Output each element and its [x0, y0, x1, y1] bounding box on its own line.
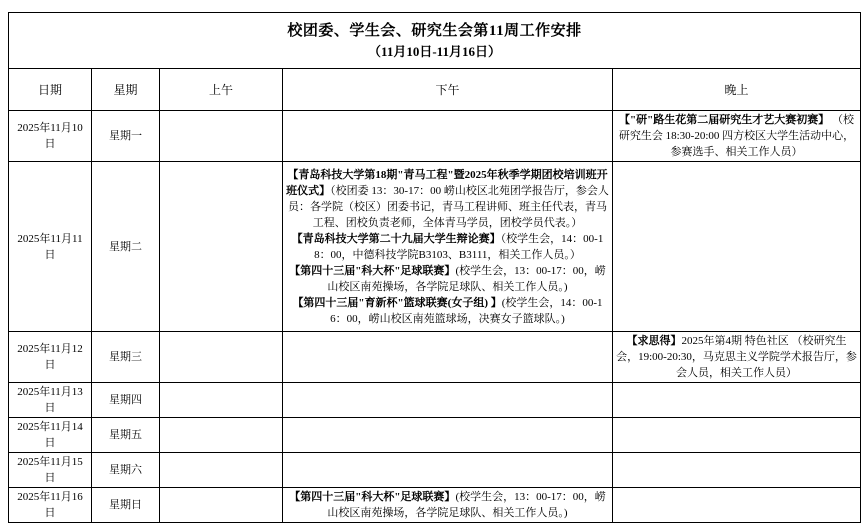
- event-detail: （校学生会，14：00-18：00，中德科技学院B3103、B3111，相关工作人员。）: [314, 232, 604, 261]
- weekday-cell: 星期四: [92, 383, 160, 418]
- morning-cell: [160, 111, 283, 162]
- event-item: [286, 295, 609, 327]
- table-row: [9, 162, 861, 332]
- event-detail: （校研究生会 18:30-20:00 四方校区大学生活动中心，参赛选手、相关工作人员）: [618, 114, 855, 158]
- event-item: [286, 231, 609, 263]
- date-cell: 2025年11月16日: [9, 488, 92, 523]
- date-cell: 2025年11月15日: [9, 453, 92, 488]
- title-cell: [9, 13, 861, 69]
- morning-cell: [160, 162, 283, 332]
- event-detail: (校学生会，13：00-17：00，崂山校区南苑操场，各学院足球队、相关工作人员。): [327, 264, 606, 293]
- table-row: [9, 111, 861, 162]
- event-item: [616, 112, 857, 160]
- event-item: [286, 167, 609, 231]
- weekday-cell: 星期日: [92, 488, 160, 523]
- evening-cell: [613, 383, 861, 418]
- afternoon-cell: [283, 453, 613, 488]
- date-cell: 2025年11月12日: [9, 332, 92, 383]
- event-detail: (校学生会，14：00-16：00，崂山校区南苑篮球场，决赛女子篮球队。): [330, 296, 603, 325]
- column-header-morning: 上午: [160, 69, 283, 111]
- evening-cell: [613, 332, 861, 383]
- weekday-cell: 星期六: [92, 453, 160, 488]
- evening-cell: [613, 162, 861, 332]
- date-cell: 2025年11月10日: [9, 111, 92, 162]
- evening-cell: [613, 453, 861, 488]
- event-detail: (校学生会，13：00-17：00，崂山校区南苑操场，各学院足球队、相关工作人员。): [327, 491, 606, 519]
- column-header-afternoon: 下午: [283, 69, 613, 111]
- morning-cell: [160, 453, 283, 488]
- event-title: 【第四十三届"育新杯"篮球联赛(女子组) 】: [292, 296, 502, 309]
- event-title: 【青岛科技大学第18期"青马工程"暨2025年秋季学期团校培训班开班仪式】: [286, 168, 608, 197]
- schedule-table: [8, 12, 861, 523]
- event-title: 【第四十三届"科大杯"足球联赛】: [289, 491, 456, 503]
- table-row: [9, 383, 861, 418]
- event-item: [286, 489, 609, 521]
- morning-cell: [160, 332, 283, 383]
- evening-cell: [613, 111, 861, 162]
- morning-cell: [160, 383, 283, 418]
- page-subtitle: （11月10日-11月16日）: [368, 43, 501, 59]
- afternoon-cell: [283, 488, 613, 523]
- table-row: [9, 418, 861, 453]
- afternoon-cell: [283, 111, 613, 162]
- evening-cell: [613, 488, 861, 523]
- weekday-cell: 星期五: [92, 418, 160, 453]
- table-row: [9, 488, 861, 523]
- table-row: [9, 332, 861, 383]
- event-detail: （校团委 13：30-17：00 崂山校区北苑团学报告厅，参会人员：各学院（校区）团委书记，青马工程讲师、班主任代表，青马工程、团校负责老师，全体青马学员，团校学员代表。）: [288, 184, 609, 229]
- event-title: 【青岛科技大学第二十九届大学生辩论赛】: [291, 232, 501, 245]
- afternoon-cell: [283, 383, 613, 418]
- table-row: [9, 453, 861, 488]
- event-title: 【求思得】: [626, 335, 682, 347]
- event-item: [616, 333, 857, 381]
- event-title: 【第四十三届"科大杯"足球联赛】: [289, 264, 456, 277]
- date-cell: 2025年11月13日: [9, 383, 92, 418]
- weekday-cell: 星期二: [92, 162, 160, 332]
- column-header-weekday: 星期: [92, 69, 160, 111]
- afternoon-cell: [283, 162, 613, 332]
- weekday-cell: 星期三: [92, 332, 160, 383]
- date-cell: 2025年11月14日: [9, 418, 92, 453]
- morning-cell: [160, 418, 283, 453]
- evening-cell: [613, 418, 861, 453]
- column-header-date: 日期: [9, 69, 92, 111]
- morning-cell: [160, 488, 283, 523]
- schedule-sheet: [8, 12, 860, 523]
- afternoon-cell: [283, 418, 613, 453]
- title-row: [9, 13, 861, 69]
- event-detail: 2025年第4期 特色社区 （校研究生会，19:00-20:30，马克思主义学院学术报告厅，参会人员，相关工作人员）: [616, 335, 857, 379]
- page-title: 校团委、学生会、研究生会第11周工作安排: [287, 22, 582, 39]
- date-cell: 2025年11月11日: [9, 162, 92, 332]
- column-header-evening: 晚上: [613, 69, 861, 111]
- event-item: [286, 263, 609, 295]
- afternoon-cell: [283, 332, 613, 383]
- event-title: 【"研"路生花第二届研究生才艺大赛初赛】: [619, 114, 830, 126]
- header-row: [9, 69, 861, 111]
- weekday-cell: 星期一: [92, 111, 160, 162]
